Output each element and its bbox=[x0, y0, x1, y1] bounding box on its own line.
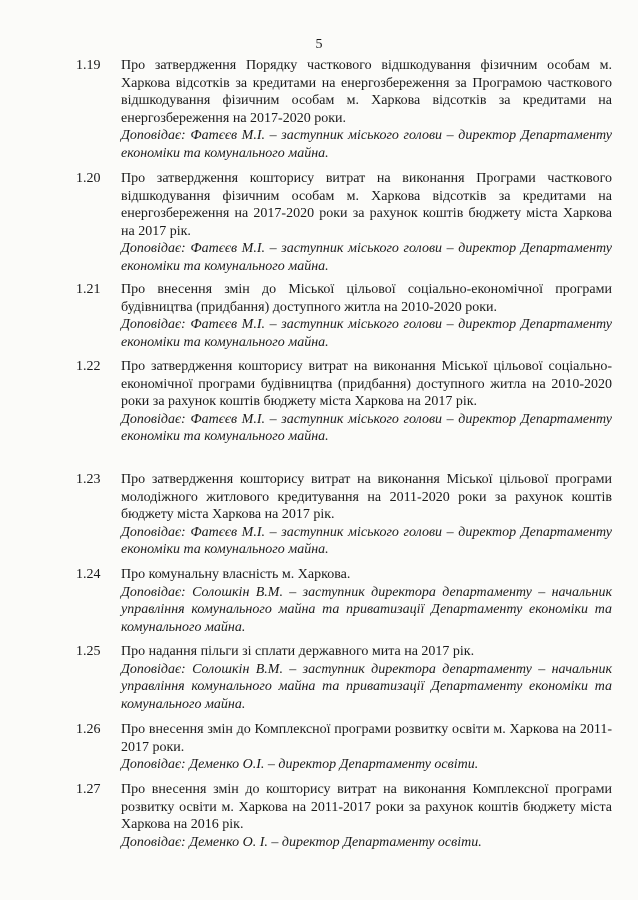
item-number: 1.21 bbox=[76, 282, 101, 297]
item-title: Про комунальну власність м. Харкова. bbox=[121, 567, 351, 582]
item-number: 1.27 bbox=[76, 782, 101, 797]
item-speaker: Доповідає: Деменко О.І. – директор Департаменту освіти. bbox=[121, 757, 479, 773]
item-speaker: Доповідає: Фатєєв М.І. – заступник міського голови – директор Департаменту економіки та комунального майна. bbox=[121, 241, 612, 274]
item-title: Про затвердження кошторису витрат на виконання Міської цільової соціально-економічної програми будівництва (придбання) доступного житла на 2010-2020 роки за рахунок коштів бюджету міста Харкова на 2017 рік. bbox=[121, 359, 612, 410]
item-title: Про надання пільги зі сплати державного мита на 2017 рік. bbox=[121, 644, 475, 659]
item-number: 1.19 bbox=[76, 58, 101, 73]
agenda-item-1-22 bbox=[76, 358, 612, 446]
agenda-item-1-26 bbox=[76, 721, 612, 774]
item-title: Про затвердження кошторису витрат на виконання Програми часткового відшкодування фізичним особам м. Харкова відсотків за кредитами на енергозбереження на 2017-2020 роки за рахунок коштів бюджету міста Харкова на 2017 рік. bbox=[121, 171, 612, 239]
item-speaker: Доповідає: Солошкін В.М. – заступник директора департаменту – начальник управління комунального майна та приватизації Департаменту економіки та комунального майна. bbox=[121, 584, 612, 635]
item-title: Про внесення змін до Комплексної програми розвитку освіти м. Харкова на 2011-2017 роки. bbox=[121, 722, 612, 755]
item-speaker: Доповідає: Фатєєв М.І. – заступник міського голови – директор Департаменту економіки та комунального майна. bbox=[121, 524, 612, 558]
agenda-item-1-23 bbox=[76, 471, 612, 559]
item-speaker: Доповідає: Фатєєв М.І. – заступник міського голови – директор Департаменту економіки та комунального майна. bbox=[121, 411, 612, 445]
item-number: 1.24 bbox=[76, 567, 101, 582]
item-speaker: Доповідає: Фатєєв М.І. – заступник міського голови – директор Департаменту економіки та комунального майна. bbox=[121, 317, 612, 350]
item-title: Про внесення змін до кошторису витрат на виконання Комплексної програми розвитку освіти м. Харкова на 2011-2017 роки за рахунок коштів бюджету міста Харкова на 2016 рік. bbox=[121, 782, 612, 833]
item-number: 1.22 bbox=[76, 359, 101, 374]
item-speaker: Доповідає: Солошкін В.М. – заступник директора департаменту – начальник управління комунального майна та приватизації Департаменту економіки та комунального майна. bbox=[121, 661, 612, 712]
item-title: Про внесення змін до Міської цільової соціально-економічної програми будівництва (придбання) доступного житла на 2010-2020 роки. bbox=[121, 282, 612, 315]
item-number: 1.20 bbox=[76, 171, 101, 186]
item-title: Про затвердження кошторису витрат на виконання Міської цільової програми молодіжного житлового кредитування на 2011-2020 роки за рахунок коштів бюджету міста Харкова на 2017 рік. bbox=[121, 472, 612, 523]
agenda-item-1-21 bbox=[76, 281, 612, 351]
agenda-item-1-27 bbox=[76, 781, 612, 851]
agenda-item-1-25 bbox=[76, 643, 612, 713]
item-speaker: Доповідає: Деменко О. І. – директор Департаменту освіти. bbox=[121, 834, 482, 850]
agenda-item-1-19 bbox=[76, 57, 612, 163]
item-title: Про затвердження Порядку часткового відшкодування фізичним особам м. Харкова відсотків за кредитами на енергозбереження за Програмою часткового відшкодування фізичним особам м. Харкова відсотків за кредитами на енергозбереження на 2017-2020 роки. bbox=[121, 58, 612, 126]
item-number: 1.25 bbox=[76, 644, 101, 659]
item-number: 1.26 bbox=[76, 722, 101, 737]
item-speaker: Доповідає: Фатєєв М.І. – заступник міського голови – директор Департаменту економіки та комунального майна. bbox=[121, 128, 612, 161]
agenda-item-1-24 bbox=[76, 566, 612, 636]
agenda-item-1-20 bbox=[76, 170, 612, 276]
item-number: 1.23 bbox=[76, 472, 101, 487]
page-number: 5 bbox=[315, 37, 323, 52]
